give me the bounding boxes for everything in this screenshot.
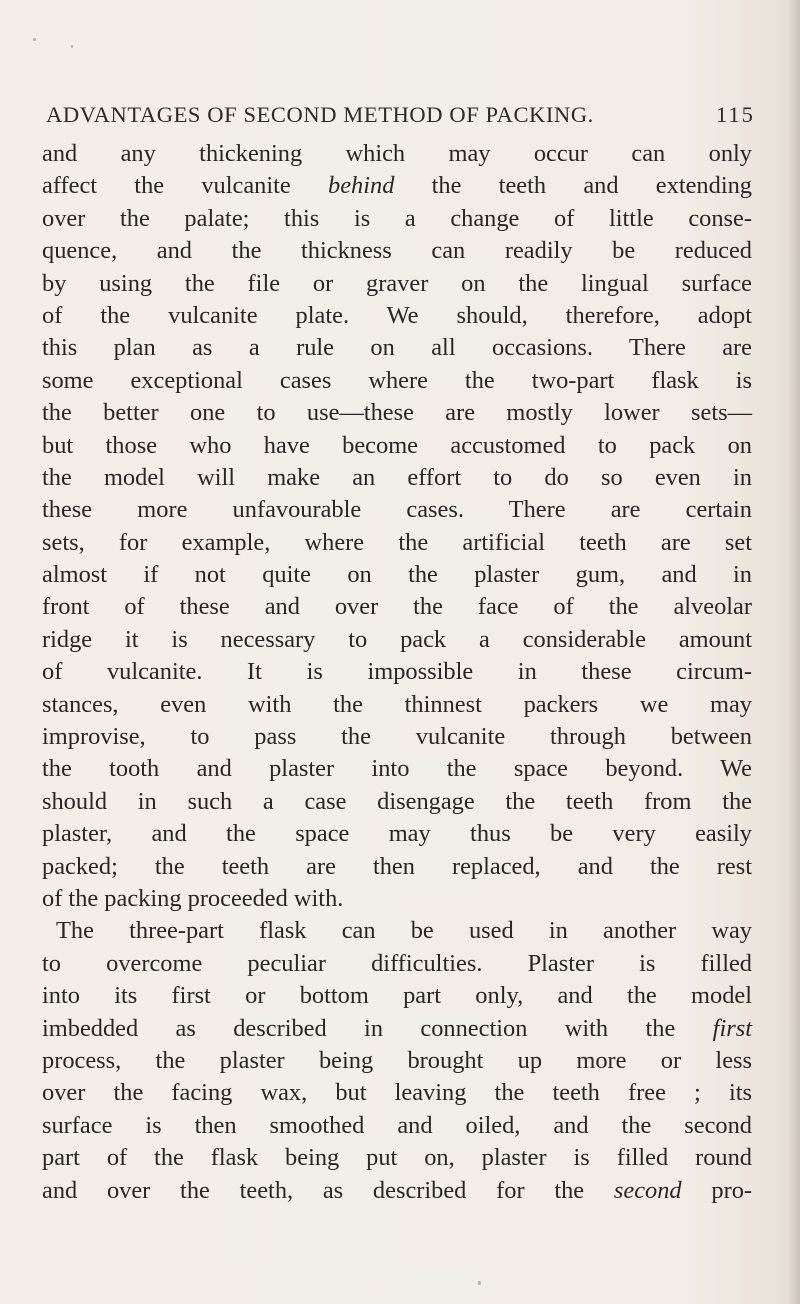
text-run: pro-	[681, 1176, 753, 1204]
text-line	[42, 462, 752, 494]
text-line	[42, 1110, 752, 1142]
text-run: plaster, and the space may thus be very easily	[42, 820, 752, 848]
page-edge-shadow	[788, 0, 800, 1304]
text-run: to overcome peculiar difficulties. Plaster is filled	[42, 949, 752, 977]
italic-emphasis: second	[613, 1176, 682, 1204]
text-run: over the palate; this is a change of little conse-	[42, 204, 752, 232]
text-run: front of these and over the face of the alveolar	[42, 593, 752, 621]
text-run: part of the flask being put on, plaster is filled round	[42, 1144, 752, 1172]
text-line	[42, 915, 752, 947]
text-line	[42, 559, 752, 591]
text-run: over the facing wax, but leaving the teeth free ; its	[42, 1079, 752, 1107]
text-run: by using the file or graver on the lingual surface	[42, 269, 752, 297]
text-line	[42, 203, 752, 235]
text-line	[42, 948, 752, 980]
text-run: affect the vulcanite	[42, 172, 328, 200]
text-run: some exceptional cases where the two-part flask is	[42, 366, 752, 394]
text-run: improvise, to pass the vulcanite through between	[42, 723, 752, 751]
text-run: the tooth and plaster into the space beyond. We	[42, 755, 752, 783]
text-line	[42, 591, 752, 623]
text-line	[42, 753, 752, 785]
text-run: the teeth and extending	[394, 172, 752, 200]
text-line	[42, 138, 752, 170]
paper-speck	[478, 1281, 481, 1285]
text-run: these more unfavourable cases. There are certain	[42, 496, 752, 524]
text-line	[42, 1077, 752, 1109]
text-line	[42, 365, 752, 397]
running-head-title: ADVANTAGES OF SECOND METHOD OF PACKING.	[46, 102, 594, 127]
text-run: but those who have become accustomed to pack on	[42, 431, 752, 459]
paper-speck	[71, 45, 73, 48]
text-line	[42, 170, 752, 202]
text-run: the model will make an effort to do so even in	[42, 463, 752, 491]
text-line	[42, 397, 752, 429]
text-line	[42, 1175, 752, 1207]
text-line	[42, 656, 752, 688]
text-run: and over the teeth, as described for the	[42, 1176, 614, 1204]
running-head	[46, 102, 755, 128]
italic-emphasis: behind	[328, 172, 395, 200]
text-run: almost if not quite on the plaster gum, and in	[42, 561, 752, 589]
text-line	[42, 430, 752, 462]
text-line	[42, 235, 752, 267]
text-line	[42, 786, 752, 818]
text-run: sets, for example, where the artificial teeth are set	[42, 528, 752, 556]
text-line	[42, 721, 752, 753]
text-line	[42, 883, 752, 915]
text-line	[42, 1013, 752, 1045]
text-run: and any thickening which may occur can only	[42, 140, 752, 167]
text-line	[42, 494, 752, 526]
text-run: of the vulcanite plate. We should, therefore, adopt	[42, 301, 752, 329]
text-run: stances, even with the thinnest packers we may	[42, 690, 752, 718]
text-run: The three-part flask can be used in another way	[56, 917, 752, 945]
text-run: quence, and the thickness can readily be reduced	[42, 237, 752, 265]
text-line	[42, 851, 752, 883]
text-line	[42, 980, 752, 1012]
text-line	[42, 1142, 752, 1174]
text-run: imbedded as described in connection with the	[42, 1014, 713, 1042]
text-run: process, the plaster being brought up more or less	[42, 1046, 752, 1074]
text-line	[42, 689, 752, 721]
text-run: of vulcanite. It is impossible in these circum-	[42, 658, 752, 686]
text-run: this plan as a rule on all occasions. There are	[42, 334, 752, 362]
text-line	[42, 818, 752, 850]
text-line	[42, 300, 752, 332]
text-run: should in such a case disengage the teeth from the	[42, 787, 752, 815]
text-line	[42, 527, 752, 559]
text-line	[42, 624, 752, 656]
text-run: of the packing proceeded with.	[42, 884, 344, 912]
page-number: 115	[716, 102, 755, 127]
text-run: the better one to use—these are mostly lower sets—	[42, 399, 752, 427]
body-text	[42, 138, 752, 1207]
text-line	[42, 1045, 752, 1077]
text-run: packed; the teeth are then replaced, and the rest	[42, 852, 752, 880]
italic-emphasis: first	[712, 1014, 752, 1042]
text-line	[42, 332, 752, 364]
text-run: into its first or bottom part only, and the model	[42, 982, 752, 1010]
text-run: surface is then smoothed and oiled, and the second	[42, 1111, 752, 1139]
text-run: ridge it is necessary to pack a considerable amount	[42, 625, 752, 653]
text-line	[42, 268, 752, 300]
paper-speck	[33, 38, 36, 41]
